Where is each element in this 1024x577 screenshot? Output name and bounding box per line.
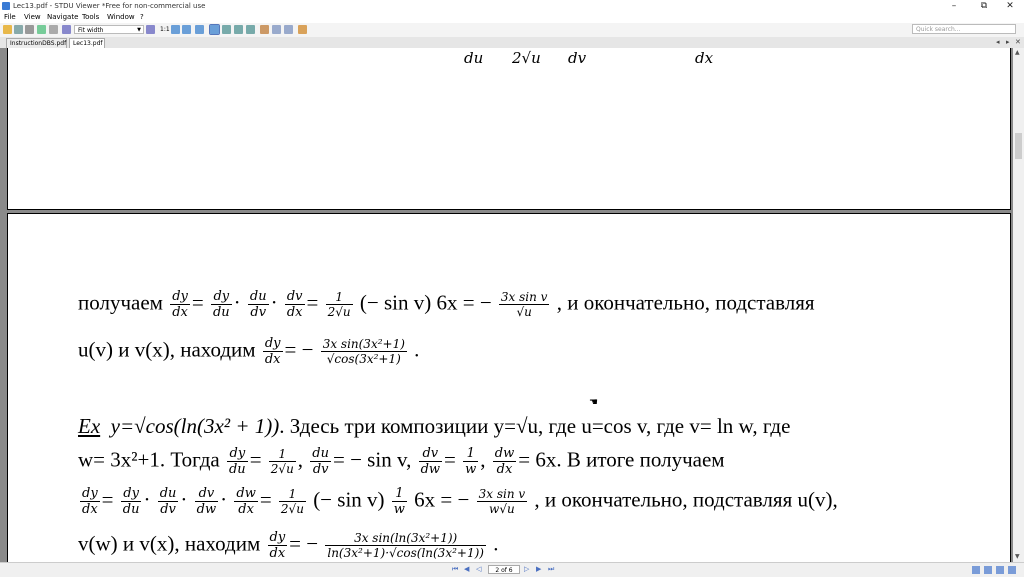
- view-continuous-facing-icon[interactable]: [1008, 566, 1016, 574]
- rotate-icon[interactable]: [195, 25, 204, 34]
- formula-line-1: получаем $\frac{dy}{dx}$ = $\frac{dy}{du}$ · $\frac{du}{dv}$ · $\frac{dv}{dx}$ = $\frac{1}{2√u}$ (− sin v) 6x = − $\frac{\text{3x sin v}}{√u}$ , и окончательно, подставляя: [78, 289, 815, 320]
- menu-window[interactable]: Window: [107, 13, 135, 21]
- window-title: Lec13.pdf - STDU Viewer *Free for non-commercial use: [13, 2, 206, 10]
- document-viewer[interactable]: [0, 48, 1013, 562]
- title-bar: [0, 0, 1024, 12]
- prev-step-icon[interactable]: ◁: [476, 565, 482, 573]
- last-page-icon[interactable]: ⏭: [548, 565, 555, 573]
- select-tool-icon[interactable]: [272, 25, 281, 34]
- tab-lec13[interactable]: Lec13.pdf: [69, 38, 105, 48]
- thumbnails-icon[interactable]: [246, 25, 255, 34]
- view-continuous-icon[interactable]: [984, 566, 992, 574]
- menu-tools[interactable]: Tools: [82, 13, 100, 21]
- formula-line-6: v(w) и v(x), находим $\frac{dy}{dx}$ = − $\frac{\text{3x sin(ln(3x²+1))}}{\text{ln(3x²+1)·√cos(ln(3x²+1))}}$ .: [78, 530, 499, 561]
- zoom-out-icon[interactable]: [62, 25, 71, 34]
- view-single-icon[interactable]: [972, 566, 980, 574]
- view-facing-icon[interactable]: [996, 566, 1004, 574]
- scroll-down-icon[interactable]: ▼: [1015, 553, 1020, 560]
- snapshot-icon[interactable]: [284, 25, 293, 34]
- open-dropdown-icon[interactable]: [14, 25, 23, 34]
- facing-icon[interactable]: [234, 25, 243, 34]
- menu-bar: [0, 12, 1024, 23]
- print-icon[interactable]: [25, 25, 34, 34]
- formula-line-5: $\frac{dy}{dx}$ = $\frac{dy}{du}$ · $\frac{du}{dv}$ · $\frac{dv}{dw}$ · $\frac{dw}{dx}$ = $\frac{1}{2√u}$ (− sin v) $\frac{1}{w}$ 6x = − $\frac{\text{3x sin v}}{w√u}$ , и окончательно, подставляя u(v),: [82, 486, 838, 517]
- copy-icon[interactable]: [49, 25, 58, 34]
- menu-navigate[interactable]: Navigate: [47, 13, 79, 21]
- pdf-page-2: [7, 213, 1011, 562]
- prev-page-icon[interactable]: ◀: [464, 565, 470, 573]
- maximize-button[interactable]: ⧉: [980, 1, 988, 11]
- next-step-icon[interactable]: ▷: [524, 565, 530, 573]
- single-page-icon[interactable]: [210, 25, 219, 34]
- hand-tool-icon[interactable]: [260, 25, 269, 34]
- pdf-page-1: du 2√u dv dx: [7, 48, 1011, 210]
- next-page-icon[interactable]: ▶: [536, 565, 542, 573]
- first-page-icon[interactable]: ⏮: [452, 565, 459, 573]
- fit-width-icon[interactable]: [182, 25, 191, 34]
- continuous-icon[interactable]: [222, 25, 231, 34]
- tab-close-icon[interactable]: ✕: [1015, 38, 1021, 46]
- hand-cursor-icon: ☚: [589, 397, 598, 408]
- open-icon[interactable]: [3, 25, 12, 34]
- zoom-in-icon[interactable]: [146, 25, 155, 34]
- tabs-scroll-left-icon[interactable]: ◂: [996, 38, 1000, 46]
- example-label: Ex: [78, 414, 101, 438]
- quick-search-input[interactable]: Quick search...: [912, 24, 1016, 34]
- fit-page-icon[interactable]: [171, 25, 180, 34]
- toolbar: [0, 23, 1024, 38]
- scroll-up-icon[interactable]: ▲: [1015, 49, 1020, 56]
- tab-instructiondbs[interactable]: InstructionDBS.pdf: [6, 38, 67, 48]
- actual-size-button[interactable]: 1:1: [160, 26, 170, 33]
- status-bar: [0, 562, 1024, 577]
- scrollbar-thumb[interactable]: [1015, 133, 1022, 159]
- formula-line-4: w= 3x²+1. Тогда $\frac{dy}{du}$ = $\frac{1}{2√u}$ , $\frac{du}{dv}$ = − sin v, $\frac{dv}{dw}$ = $\frac{1}{w}$ , $\frac{dw}{dx}$ = 6x. В итоге получаем: [78, 446, 725, 477]
- tabs-scroll-right-icon[interactable]: ▸: [1006, 38, 1010, 46]
- menu-view[interactable]: View: [24, 13, 41, 21]
- formula-line-3: Ex y=√cos(ln(3x² + 1)). Здесь три композиции y=√u, где u=cos v, где v= ln w, где: [78, 414, 791, 438]
- bookmark-icon[interactable]: [298, 25, 307, 34]
- menu-file[interactable]: File: [4, 13, 16, 21]
- export-icon[interactable]: [37, 25, 46, 34]
- zoom-select[interactable]: Fit width ▼: [74, 25, 144, 34]
- page-counter[interactable]: 2 of 6: [488, 565, 520, 574]
- vertical-scrollbar[interactable]: [1013, 48, 1024, 562]
- app-icon: [2, 2, 10, 10]
- formula-line-2: u(v) и v(x), находим $\frac{dy}{dx}$ = − $\frac{\text{3x sin(3x²+1)}}{\text{√cos(3x²+1)}}$ .: [78, 336, 420, 367]
- close-button[interactable]: ✕: [1006, 1, 1014, 11]
- menu-help[interactable]: ?: [140, 13, 144, 21]
- minimize-button[interactable]: –: [951, 1, 957, 11]
